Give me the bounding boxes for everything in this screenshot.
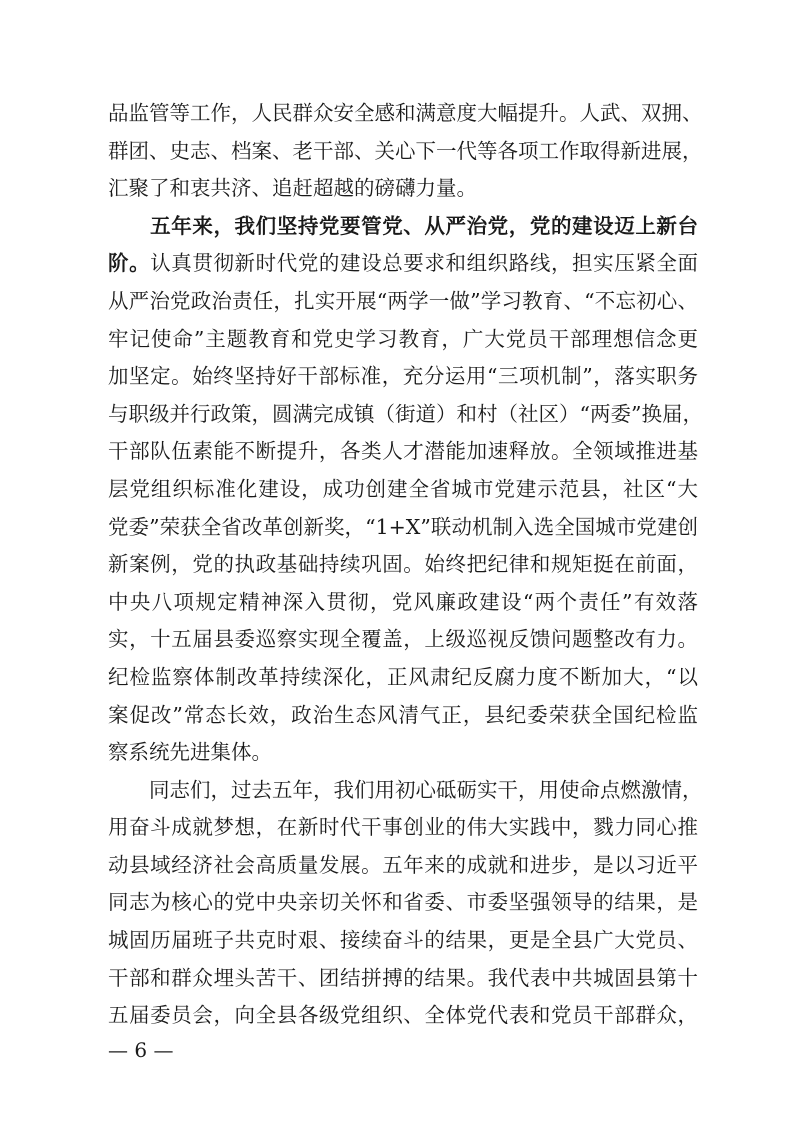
- text-line: [108, 245, 698, 283]
- text-line: [108, 584, 698, 622]
- text-line: [108, 697, 698, 735]
- line-text: 实，十五届县委巡察实现全覆盖，上级巡视反馈问题整改有力。: [108, 627, 698, 652]
- text-line: [108, 997, 698, 1035]
- line-text: 汇聚了和衷共济、追赶超越的磅礴力量。: [108, 176, 477, 201]
- page-number: — 6 —: [108, 1038, 174, 1062]
- text-line: [108, 809, 698, 847]
- line-text: 层党组织标准化建设，成功创建全省城市党建示范县，社区“大: [108, 476, 698, 501]
- text-line: [108, 509, 698, 547]
- text-line: [108, 960, 698, 998]
- line-text: 干部队伍素能不断提升，各类人才潜能加速释放。全领域推进基: [108, 439, 698, 464]
- line-text: 加坚定。始终坚持好干部标准，充分运用“三项机制”，落实职务: [108, 364, 698, 389]
- line-text: 城固历届班子共克时艰、接续奋斗的结果，更是全县广大党员、: [108, 928, 698, 953]
- line-text: 同志为核心的党中央亲切关怀和省委、市委坚强领导的结果，是: [108, 890, 698, 915]
- line-text: 与职级并行政策，圆满完成镇（街道）和村（社区）“两委”换届，: [108, 401, 703, 426]
- text-line: [108, 283, 698, 321]
- line-text: 纪检监察体制改革持续深化，正风肃纪反腐力度不断加大，“以: [108, 664, 698, 689]
- text-line: [108, 922, 698, 960]
- text-line: [108, 546, 698, 584]
- line-text: 牢记使命”主题教育和党史学习教育，广大党员干部理想信念更: [108, 326, 698, 351]
- text-line: [108, 358, 698, 396]
- text-line: [108, 433, 698, 471]
- text-line: [108, 170, 698, 208]
- line-text: 用奋斗成就梦想，在新时代干事创业的伟大实践中，戮力同心推: [108, 815, 698, 840]
- text-line: [108, 208, 698, 246]
- line-text: 群团、史志、档案、老干部、关心下一代等各项工作取得新进展，: [108, 138, 703, 163]
- line-text: 党委”荣获全省改革创新奖，“1+X”联动机制入选全国城市党建创: [108, 514, 698, 539]
- text-line: [108, 95, 703, 133]
- bold-lead-text: 五年来，我们坚持党要管党、从严治党，党的建设迈上新台: [108, 213, 698, 238]
- text-line: [108, 621, 698, 659]
- line-text: 同志们，过去五年，我们用初心砥砺实干，用使命点燃激情，: [108, 777, 703, 802]
- text-line: [108, 321, 698, 359]
- line-text: 新案例，党的执政基础持续巩固。始终把纪律和规矩挺在前面，: [108, 552, 698, 577]
- text-line: [108, 471, 698, 509]
- text-line: [108, 847, 698, 885]
- line-text: 干部和群众埋头苦干、团结拼搏的结果。我代表中共城固县第十: [108, 965, 698, 990]
- line-text: 察系统先进集体。: [108, 740, 272, 765]
- line-text: 品监管等工作，人民群众安全感和满意度大幅提升。人武、双拥、: [108, 101, 703, 125]
- text-line: [108, 133, 703, 171]
- body-text: [108, 95, 703, 1035]
- line-text: 动县域经济社会高质量发展。五年来的成就和进步，是以习近平: [108, 852, 698, 877]
- line-text: 案促改”常态长效，政治生态风清气正，县纪委荣获全国纪检监: [108, 702, 698, 727]
- text-line: [108, 734, 698, 772]
- bold-lead-text: 阶。: [108, 251, 151, 276]
- line-text: 认真贯彻新时代党的建设总要求和组织路线，担实压紧全面: [150, 251, 699, 276]
- text-line: [108, 772, 703, 810]
- text-line: [108, 396, 703, 434]
- line-text: 从严治党政治责任，扎实开展“两学一做”学习教育、“不忘初心、: [108, 288, 698, 313]
- text-line: [108, 884, 698, 922]
- text-line: [108, 659, 698, 697]
- line-text: 中央八项规定精神深入贯彻，党风廉政建设“两个责任”有效落: [108, 589, 698, 614]
- line-text: 五届委员会，向全县各级党组织、全体党代表和党员干部群众，: [108, 1003, 698, 1028]
